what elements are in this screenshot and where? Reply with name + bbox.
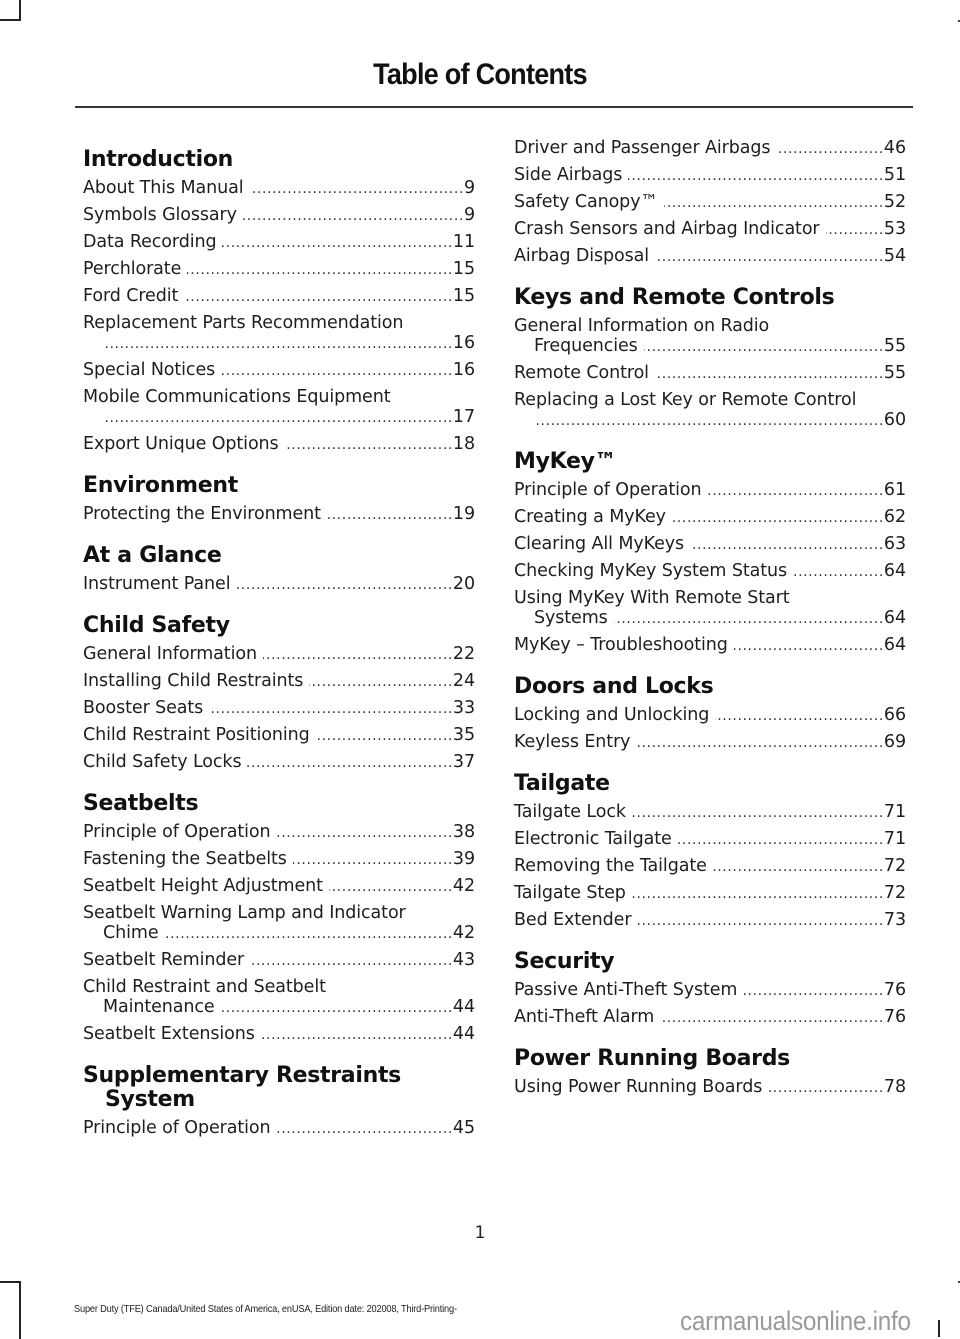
entry-title: About This Manual [83,178,244,198]
dot-leader [261,1025,453,1045]
toc-entry-mykey-troubleshooting[interactable] [514,635,906,656]
toc-entry-special-notices[interactable] [83,360,475,381]
entry-title: Passive Anti-Theft System [514,980,738,1000]
toc-entry-clearing-all-mykeys[interactable] [514,534,906,555]
crop-mark-top-left [0,0,21,21]
page-ref[interactable]: 44 [452,1024,475,1044]
dot-leader [644,337,884,357]
entry-title: Removing the Tailgate [514,856,707,876]
dot-leader [329,877,453,897]
page-ref[interactable]: 9 [463,178,475,198]
toc-entry-seatbelt-reminder[interactable] [83,950,475,971]
section-heading: Seatbelts [83,791,199,816]
page-ref[interactable]: 60 [883,410,906,430]
dot-leader [221,361,453,381]
toc-entry-tailgate-lock[interactable] [514,802,906,823]
dot-leader [768,1078,884,1098]
dot-leader [327,505,453,525]
page-ref[interactable]: 71 [883,802,906,822]
page-ref[interactable]: 19 [452,504,475,524]
toc-entry-instrument-panel[interactable] [83,574,475,595]
entry-title: Protecting the Environment [83,504,321,524]
page-ref[interactable]: 51 [883,165,906,185]
toc-entry-checking-mykey-system-status[interactable] [514,561,906,582]
entry-title: Using MyKey With Remote Start [514,588,790,608]
dot-leader [209,699,453,719]
section-heading: Security [514,949,615,974]
toc-entry-tailgate-step[interactable] [514,883,906,904]
entry-title: Seatbelt Height Adjustment [83,876,323,896]
toc-section-tailgate [514,772,906,931]
dot-leader [678,830,884,850]
toc-entry-crash-sensors-and-airbag-indicator[interactable] [514,219,906,240]
page-ref[interactable]: 71 [883,829,906,849]
page-number: 1 [474,1223,486,1243]
toc-entry-driver-and-passenger-airbags[interactable] [514,138,906,159]
toc-entry-mobile-communications-equipment[interactable] [83,387,475,428]
entry-title: Driver and Passenger Airbags [514,138,771,158]
dot-leader [221,998,453,1018]
entry-title-continued: Systems [534,608,608,628]
dot-leader [250,179,464,199]
dot-leader [776,139,884,159]
toc-entry-using-mykey-with-remote-start-systems[interactable] [514,588,906,629]
dot-leader [664,193,884,213]
page-ref[interactable]: 42 [452,923,475,943]
section-heading: Doors and Locks [514,674,714,699]
toc-section-mykey [514,450,906,656]
entry-title-continued: Maintenance [103,997,215,1017]
toc-section-power-running-boards [514,1047,906,1098]
toc-entry-principle-of-operation[interactable] [83,1118,475,1139]
dot-leader [632,803,884,823]
page-ref[interactable]: 61 [883,480,906,500]
dot-leader [250,951,453,971]
page-ref[interactable]: 35 [452,725,475,745]
entry-title-continued: Chime [103,923,159,943]
toc-entry-child-restraint-positioning[interactable] [83,725,475,746]
toc-entry-data-recording[interactable] [83,232,475,253]
entry-title: Ford Credit [83,286,179,306]
toc-entry-general-information-on-radio-frequencies[interactable] [514,316,906,357]
dot-leader [243,206,464,226]
dot-leader [277,823,453,843]
toc-left-column [83,143,475,1158]
page-ref[interactable]: 53 [883,219,906,239]
dot-leader [277,1119,453,1139]
page-ref[interactable]: 64 [883,561,906,581]
page-ref[interactable]: 11 [452,232,475,252]
toc-entry-principle-of-operation[interactable] [514,480,906,501]
page-ref[interactable]: 20 [452,574,475,594]
section-heading: Introduction [83,147,234,172]
toc-entry-remote-control[interactable] [514,363,906,384]
section-heading: MyKey™ [514,449,617,474]
toc-section-environment [83,474,475,525]
page-ref[interactable]: 9 [463,205,475,225]
page-ref[interactable]: 76 [883,1007,906,1027]
toc-entry-anti-theft-alarm[interactable] [514,1007,906,1028]
dot-leader [236,575,452,595]
page-ref[interactable]: 16 [452,333,475,353]
entry-title: Tailgate Step [514,883,626,903]
entry-title: Safety Canopy™ [514,192,658,212]
section-heading: At a Glance [83,543,222,568]
page-ref[interactable]: 39 [452,849,475,869]
page-ref[interactable]: 55 [883,336,906,356]
entry-title: Fastening the Seatbelts [83,849,287,869]
toc-entry-replacing-a-lost-key-or-remote-control[interactable] [514,390,906,431]
page-ref[interactable]: 72 [883,856,906,876]
toc-entry-perchlorate[interactable] [83,259,475,280]
page-ref[interactable]: 63 [883,534,906,554]
toc-entry-replacement-parts-recommendation[interactable] [83,313,475,354]
section-heading: Child Safety [83,613,230,638]
dot-leader [628,166,884,186]
page-ref[interactable]: 76 [883,980,906,1000]
entry-title: General Information on Radio [514,316,770,336]
dot-leader [637,911,883,931]
toc-entry-safety-canopy[interactable] [514,192,906,213]
section-heading: Keys and Remote Controls [514,285,835,310]
page-ref[interactable]: 78 [883,1077,906,1097]
toc-entry-principle-of-operation[interactable] [83,822,475,843]
toc-entry-symbols-glossary[interactable] [83,205,475,226]
dot-leader [293,850,453,870]
page-title: Table of Contents [373,58,587,91]
toc-section-at-a-glance [83,544,475,595]
dot-leader [309,672,453,692]
entry-title: Anti-Theft Alarm [514,1007,655,1027]
toc-entry-ford-credit[interactable] [83,286,475,307]
toc-entry-seatbelt-extensions[interactable] [83,1024,475,1045]
entry-title: Seatbelt Warning Lamp and Indicator [83,903,406,923]
title-divider [75,106,913,108]
toc-entry-seatbelt-warning-lamp-and-indicator-chime[interactable] [83,903,475,944]
entry-title: Bed Extender [514,910,632,930]
section-heading: Tailgate [514,771,610,796]
toc-section-seatbelts [83,792,475,1045]
toc-section-supplementary-restraints-system [83,1064,475,1139]
dot-leader [103,408,453,428]
entry-title: Installing Child Restraints [83,671,304,691]
entry-title: Airbag Disposal [514,246,650,266]
page-ref[interactable]: 64 [883,608,906,628]
entry-title: Principle of Operation [83,1118,271,1138]
page-ref[interactable]: 54 [883,246,906,266]
toc-entry-passive-anti-theft-system[interactable] [514,980,906,1001]
watermark-link[interactable]: carmanualsonline.info [680,1306,911,1336]
toc-entry-booster-seats[interactable] [83,698,475,719]
entry-title: Locking and Unlocking [514,705,710,725]
dot-leader [263,645,453,665]
page-ref[interactable]: 38 [452,822,475,842]
dot-leader [672,508,884,528]
entry-title: Mobile Communications Equipment [83,387,391,407]
dot-leader [734,636,884,656]
entry-title: Symbols Glossary [83,205,237,225]
crop-mark-bottom-right [938,1320,940,1337]
section-heading: Environment [83,473,238,498]
page-ref[interactable]: 33 [452,698,475,718]
toc-entry-protecting-the-environment[interactable] [83,504,475,525]
dot-leader [715,706,884,726]
entry-title: Creating a MyKey [514,507,666,527]
entry-title: Child Restraint and Seatbelt [83,977,326,997]
toc-entry-side-airbags[interactable] [514,165,906,186]
entry-title: Replacement Parts Recommendation [83,313,404,333]
dot-leader [655,247,884,267]
toc-section-child-safety [83,614,475,773]
toc-entry-seatbelt-height-adjustment[interactable] [83,876,475,897]
toc-section-security [514,950,906,1028]
entry-title: Clearing All MyKeys [514,534,685,554]
entry-title: Checking MyKey System Status [514,561,787,581]
crop-mark-bottom-left [0,1281,21,1339]
toc-entry-removing-the-tailgate[interactable] [514,856,906,877]
toc-entry-installing-child-restraints[interactable] [83,671,475,692]
page-ref[interactable]: 62 [883,507,906,527]
dot-leader [690,535,884,555]
toc-entry-general-information[interactable] [83,644,475,665]
toc-entry-export-unique-options[interactable] [83,434,475,455]
page-ref[interactable]: 64 [883,635,906,655]
dot-leader [713,857,884,877]
page-ref[interactable]: 55 [883,363,906,383]
dot-leader [103,334,453,354]
page-ref[interactable]: 52 [883,192,906,212]
page-ref[interactable]: 42 [452,876,475,896]
section-heading: Power Running Boards [514,1046,790,1071]
page-ref[interactable]: 37 [452,752,475,772]
page-ref[interactable]: 69 [883,732,906,752]
page-ref[interactable]: 15 [452,286,475,306]
toc-entry-using-power-running-boards[interactable] [514,1077,906,1098]
dot-leader [316,726,453,746]
dot-leader [660,1008,884,1028]
entry-title: Keyless Entry [514,732,631,752]
entry-title-continued: Frequencies [534,336,638,356]
page-ref[interactable]: 45 [452,1118,475,1138]
dot-leader [632,884,884,904]
entry-title: Remote Control [514,363,649,383]
entry-title: Special Notices [83,360,216,380]
dot-leader [184,287,453,307]
toc-entry-bed-extender[interactable] [514,910,906,931]
entry-title: Instrument Panel [83,574,231,594]
entry-title: Data Recording [83,232,217,252]
entry-title: Replacing a Lost Key or Remote Control [514,390,857,410]
page-ref[interactable]: 18 [452,434,475,454]
dot-leader [165,924,453,944]
toc-entry-child-safety-locks[interactable] [83,752,475,773]
toc-entry-keyless-entry[interactable] [514,732,906,753]
dot-leader [708,481,884,501]
toc-section-keys-and-remote-controls [514,286,906,431]
entry-title: Principle of Operation [514,480,702,500]
dot-leader [534,411,884,431]
page-ref[interactable]: 44 [452,997,475,1017]
entry-title: Principle of Operation [83,822,271,842]
page-ref[interactable]: 24 [452,671,475,691]
entry-title: General Information [83,644,257,664]
dot-leader [793,562,884,582]
dot-leader [614,609,884,629]
toc-entry-child-restraint-and-seatbelt-maintenance[interactable] [83,977,475,1018]
page-ref[interactable]: 22 [452,644,475,664]
toc-entry-creating-a-mykey[interactable] [514,507,906,528]
page-ref[interactable]: 46 [883,138,906,158]
page-ref[interactable]: 17 [452,407,475,427]
dot-leader [826,220,884,240]
toc-section-introduction [83,148,475,455]
dot-leader [285,435,453,455]
entry-title: MyKey – Troubleshooting [514,635,728,655]
entry-title: Seatbelt Reminder [83,950,245,970]
page-ref[interactable]: 73 [883,910,906,930]
page-ref[interactable]: 72 [883,883,906,903]
dot-leader [636,733,884,753]
toc-entry-fastening-the-seatbelts[interactable] [83,849,475,870]
entry-title: Booster Seats [83,698,204,718]
page-ref[interactable]: 16 [452,360,475,380]
entry-title: Tailgate Lock [514,802,626,822]
page-ref[interactable]: 15 [452,259,475,279]
entry-title: Child Restraint Positioning [83,725,310,745]
entry-title: Crash Sensors and Airbag Indicator [514,219,820,239]
entry-title: Perchlorate [83,259,182,279]
dot-leader [655,364,884,384]
page-ref[interactable]: 66 [883,705,906,725]
toc-entry-locking-and-unlocking[interactable] [514,705,906,726]
edition-footer: Super Duty (TFE) Canada/United States of America, enUSA, Edition date: 202008, Third-Printing- [74,1303,457,1315]
toc-entry-electronic-tailgate[interactable] [514,829,906,850]
page-ref[interactable]: 43 [452,950,475,970]
dot-leader [743,981,884,1001]
dot-leader [247,753,452,773]
entry-title: Seatbelt Extensions [83,1024,255,1044]
entry-title: Using Power Running Boards [514,1077,763,1097]
entry-title: Export Unique Options [83,434,279,454]
dot-leader [187,260,453,280]
entry-title: Electronic Tailgate [514,829,672,849]
toc-section-continued [514,138,906,267]
toc-right-column [514,138,906,1117]
dot-leader [222,233,452,253]
entry-title: Child Safety Locks [83,752,242,772]
toc-entry-airbag-disposal[interactable] [514,246,906,267]
toc-section-doors-and-locks [514,675,906,753]
entry-title: Side Airbags [514,165,623,185]
toc-entry-about-this-manual[interactable] [83,178,475,199]
section-heading: Supplementary Restraints System [83,1063,401,1112]
